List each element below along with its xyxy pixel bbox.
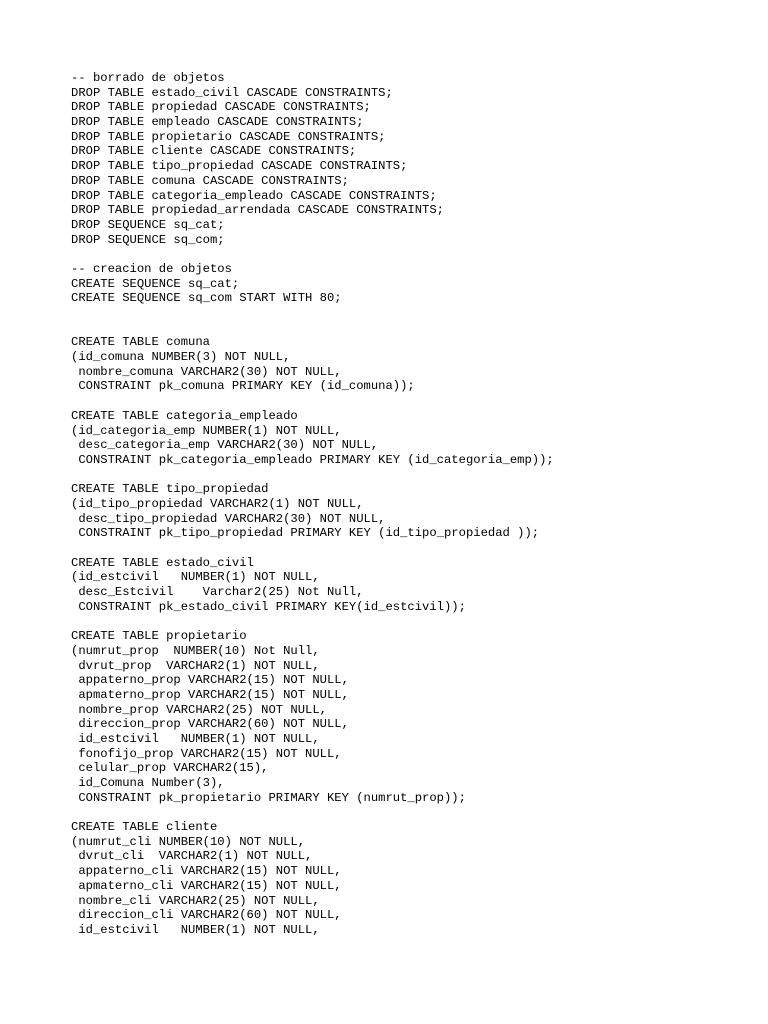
code-line: nombre_cli VARCHAR2(25) NOT NULL, xyxy=(71,893,320,908)
code-line: apmaterno_prop VARCHAR2(15) NOT NULL, xyxy=(71,687,349,702)
code-line: direccion_prop VARCHAR2(60) NOT NULL, xyxy=(71,717,349,732)
code-line xyxy=(71,468,751,483)
code-line: DROP TABLE tipo_propiedad CASCADE CONSTRAINTS; xyxy=(71,159,408,174)
code-line: CONSTRAINT pk_categoria_empleado PRIMARY KEY (id_categoria_emp)); xyxy=(71,452,554,467)
code-line: CREATE TABLE categoria_empleado xyxy=(71,408,298,423)
code-line: CONSTRAINT pk_tipo_propiedad PRIMARY KEY (id_tipo_propiedad )); xyxy=(71,526,540,541)
code-line: (id_comuna NUMBER(3) NOT NULL, xyxy=(71,350,291,365)
code-line: nombre_prop VARCHAR2(25) NOT NULL, xyxy=(71,702,327,717)
code-line: -- borrado de objetos xyxy=(71,71,225,85)
code-line: id_estcivil NUMBER(1) NOT NULL, xyxy=(71,731,320,746)
code-line: apmaterno_cli VARCHAR2(15) NOT NULL, xyxy=(71,878,342,893)
code-line xyxy=(71,306,751,321)
code-line: desc_tipo_propiedad VARCHAR2(30) NOT NULL, xyxy=(71,511,386,526)
code-line xyxy=(71,541,751,556)
code-line xyxy=(71,321,751,336)
code-line: DROP TABLE propietario CASCADE CONSTRAINTS; xyxy=(71,129,386,144)
code-line: DROP TABLE categoria_empleado CASCADE CONSTRAINTS; xyxy=(71,188,437,203)
code-line: CONSTRAINT pk_comuna PRIMARY KEY (id_comuna)); xyxy=(71,379,415,394)
code-line: CONSTRAINT pk_estado_civil PRIMARY KEY(id_estcivil)); xyxy=(71,599,466,614)
code-line: desc_Estcivil Varchar2(25) Not Null, xyxy=(71,585,364,600)
code-line: (id_estcivil NUMBER(1) NOT NULL, xyxy=(71,570,320,585)
code-line: DROP TABLE cliente CASCADE CONSTRAINTS; xyxy=(71,144,357,159)
code-line xyxy=(71,394,751,409)
code-line: CONSTRAINT pk_propietario PRIMARY KEY (numrut_prop)); xyxy=(71,790,466,805)
code-line: DROP TABLE estado_civil CASCADE CONSTRAINTS; xyxy=(71,85,393,100)
code-line: appaterno_prop VARCHAR2(15) NOT NULL, xyxy=(71,673,349,688)
code-line: DROP TABLE comuna CASCADE CONSTRAINTS; xyxy=(71,173,349,188)
code-line: (id_tipo_propiedad VARCHAR2(1) NOT NULL, xyxy=(71,496,364,511)
code-line: fonofijo_prop VARCHAR2(15) NOT NULL, xyxy=(71,746,342,761)
code-line: CREATE SEQUENCE sq_com START WITH 80; xyxy=(71,291,342,306)
code-line: (id_categoria_emp NUMBER(1) NOT NULL, xyxy=(71,423,342,438)
code-line: CREATE SEQUENCE sq_cat; xyxy=(71,276,240,291)
code-line: CREATE TABLE comuna xyxy=(71,335,210,350)
code-line: (numrut_cli NUMBER(10) NOT NULL, xyxy=(71,834,306,849)
code-line: id_estcivil NUMBER(1) NOT NULL, xyxy=(71,922,320,937)
code-line: celular_prop VARCHAR2(15), xyxy=(71,761,269,776)
code-line: dvrut_cli VARCHAR2(1) NOT NULL, xyxy=(71,849,313,864)
code-line xyxy=(71,614,751,629)
code-line: CREATE TABLE estado_civil xyxy=(71,555,254,570)
code-line: (numrut_prop NUMBER(10) Not Null, xyxy=(71,643,320,658)
code-line: CREATE TABLE tipo_propiedad xyxy=(71,482,269,497)
code-line: -- creacion de objetos xyxy=(71,261,232,276)
document-page xyxy=(71,71,751,938)
code-line xyxy=(71,805,751,820)
code-line: DROP TABLE empleado CASCADE CONSTRAINTS; xyxy=(71,115,364,130)
code-line: CREATE TABLE cliente xyxy=(71,820,218,835)
code-line: id_Comuna Number(3), xyxy=(71,776,225,790)
code-line: direccion_cli VARCHAR2(60) NOT NULL, xyxy=(71,908,342,923)
code-line: appaterno_cli VARCHAR2(15) NOT NULL, xyxy=(71,864,342,879)
code-line: DROP TABLE propiedad CASCADE CONSTRAINTS; xyxy=(71,100,371,115)
code-line: DROP SEQUENCE sq_com; xyxy=(71,232,225,247)
code-line: DROP SEQUENCE sq_cat; xyxy=(71,217,225,232)
code-line: CREATE TABLE propietario xyxy=(71,629,247,644)
code-line: nombre_comuna VARCHAR2(30) NOT NULL, xyxy=(71,364,342,379)
code-line: DROP TABLE propiedad_arrendada CASCADE CONSTRAINTS; xyxy=(71,203,444,218)
code-line: dvrut_prop VARCHAR2(1) NOT NULL, xyxy=(71,658,320,673)
code-line xyxy=(71,247,751,262)
code-line: desc_categoria_emp VARCHAR2(30) NOT NULL, xyxy=(71,438,379,453)
